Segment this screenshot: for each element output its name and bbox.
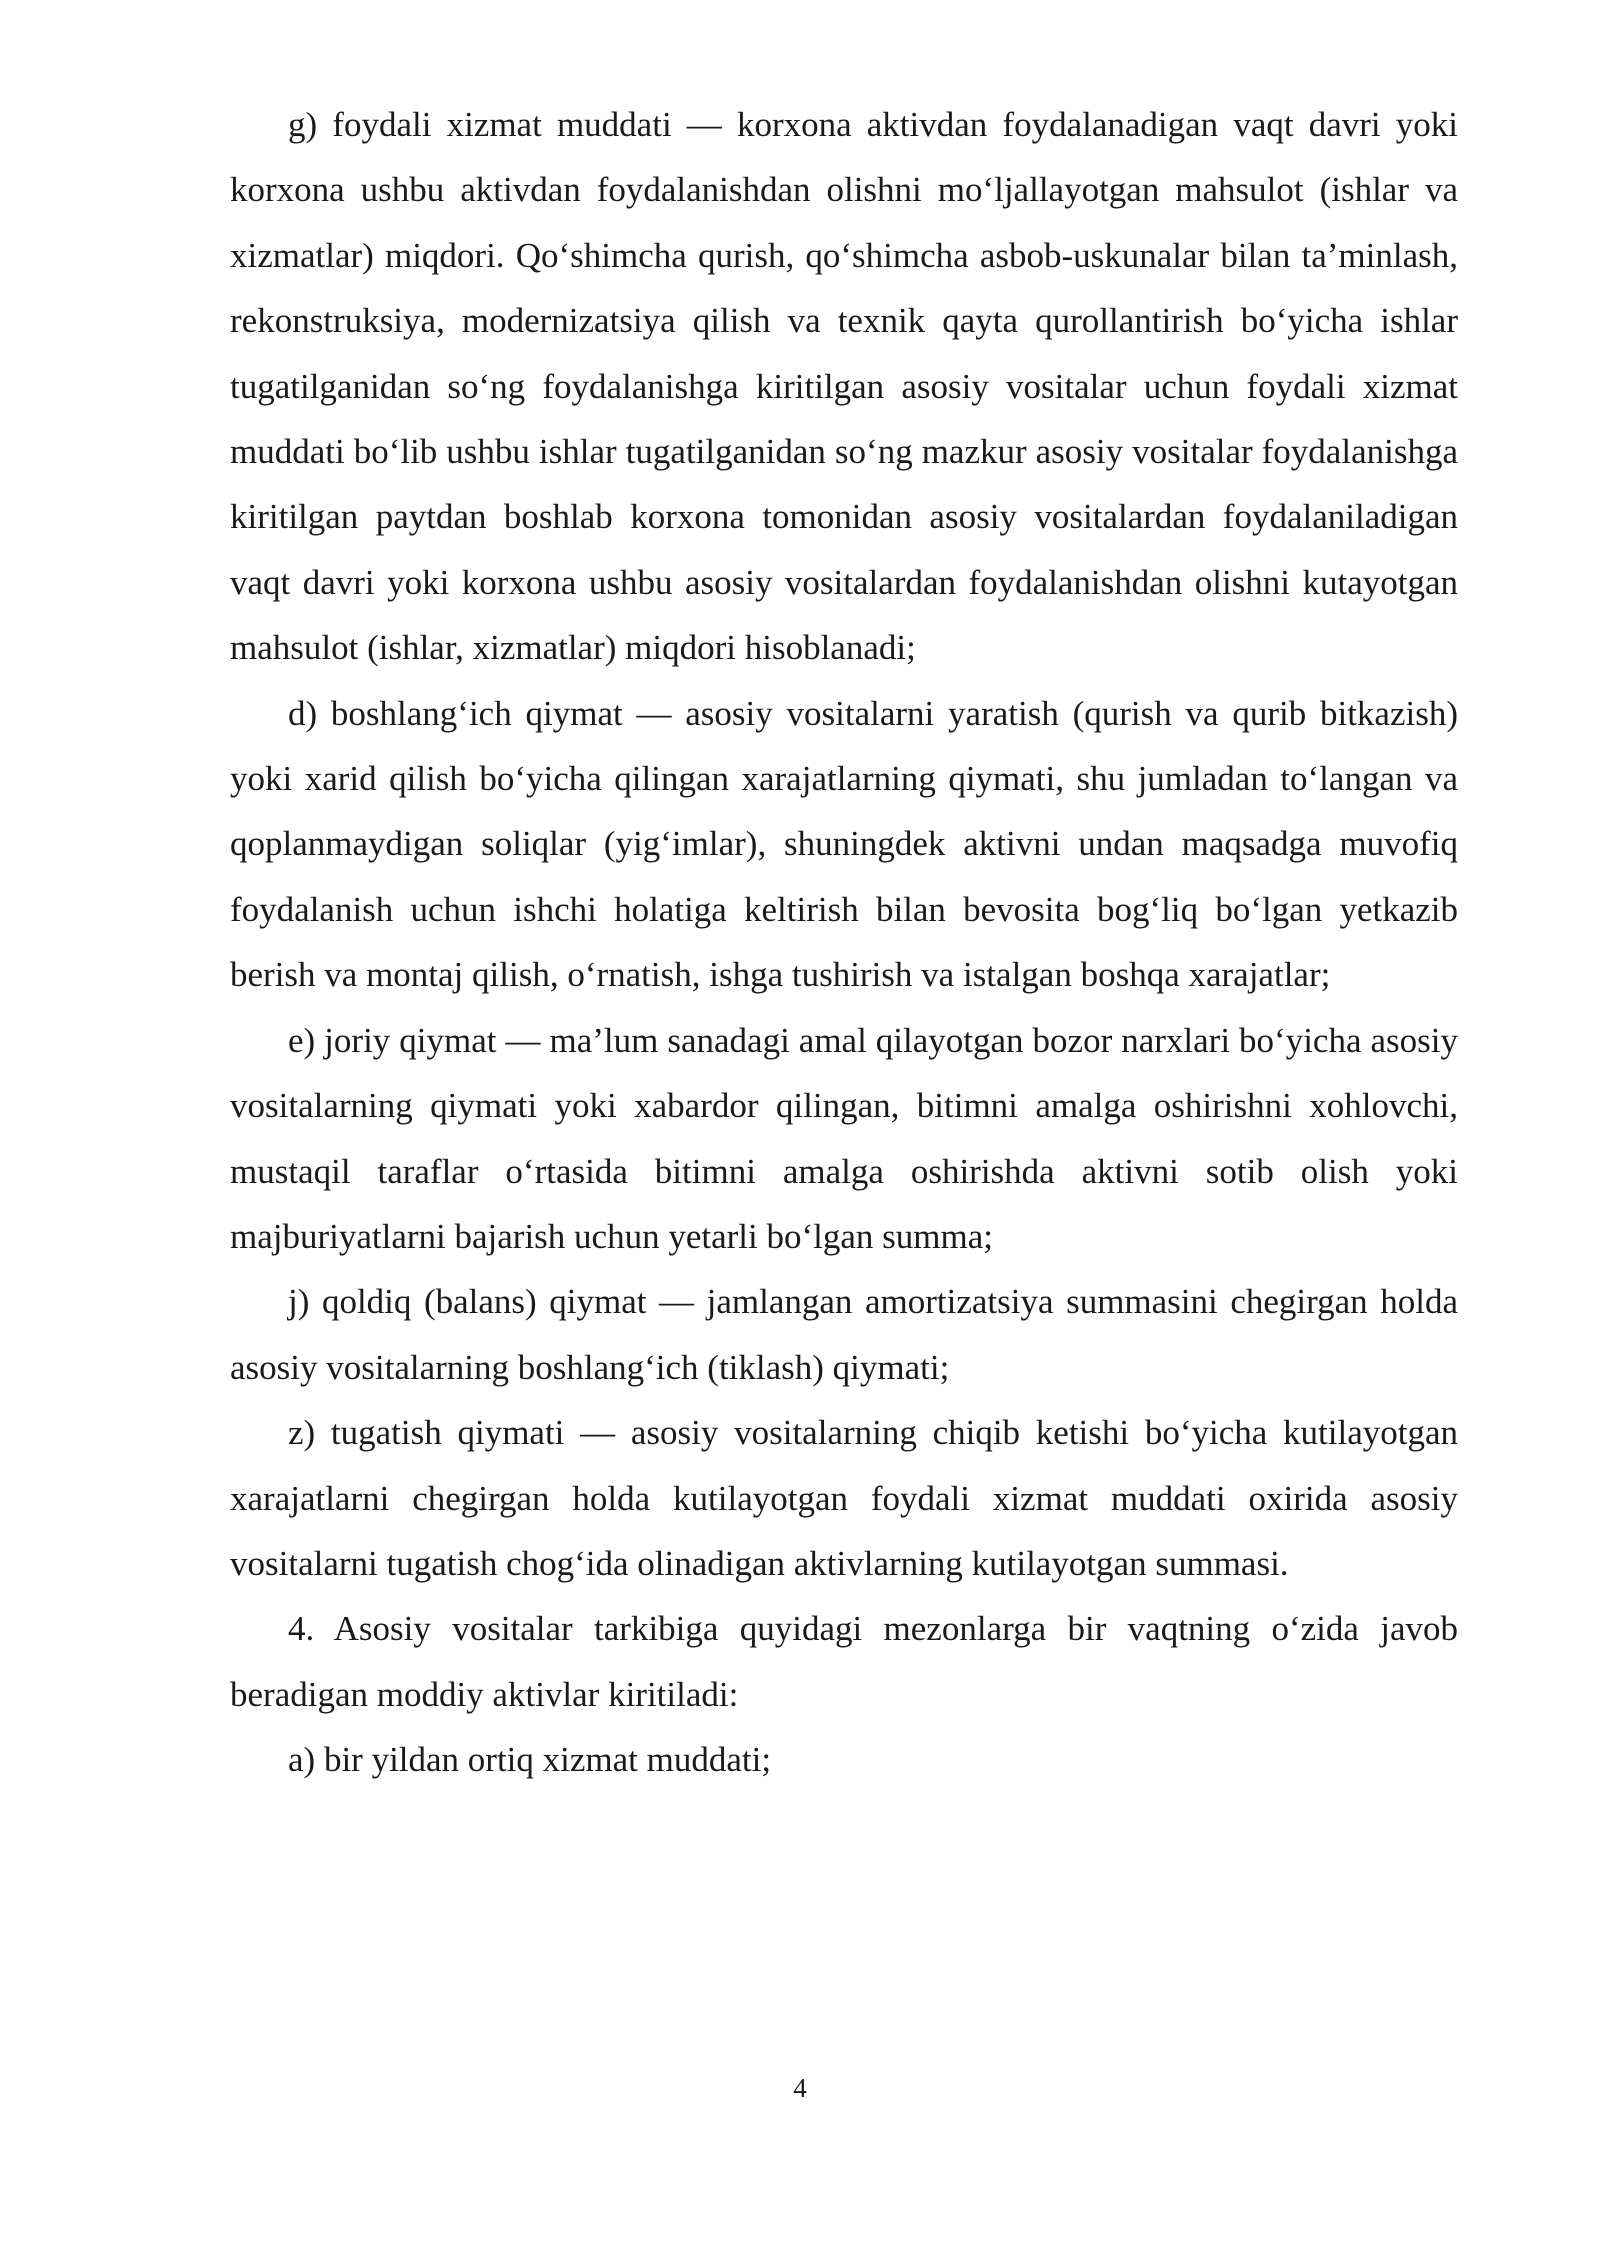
paragraph-current-value: e) joriy qiymat — ma’lum sanadagi amal qilayotgan bozor narxlari bo‘yicha asosiy vositalarning qiymati yoki xabardor qilingan, bitimni amalga oshirishni xohlovchi, mustaqil taraflar o‘rtasida bitimni amalga oshirishda aktivni sotib olish yoki majburiyatlarni bajarish uchun yetarli bo‘lgan summa; <box>230 1020 1458 1256</box>
page-number: 4 <box>793 2073 807 2103</box>
paragraph-criteria-a: a) bir yildan ortiq xizmat muddati; <box>288 1740 772 1780</box>
paragraph-useful-life: g) foydali xizmat muddati — korxona aktivdan foydalanadigan vaqt davri yoki korxona ushbu aktivdan foydalanishdan olishni mo‘ljallayotgan mahsulot (ishlar va xizmatlar) miqdori. Qo‘shimcha qurish, qo‘shimcha asbob-uskunalar bilan ta’minlash, rekonstruksiya, modernizatsiya qilish va texnik qayta qurollantirish bo‘yicha ishlar tugatilganidan so‘ng foydalanishga kiritilgan asosiy vositalar uchun foydali xizmat muddati bo‘lib ushbu ishlar tugatilganidan so‘ng mazkur asosiy vositalar foydalanishga kiritilgan paytdan boshlab korxona tomonidan asosiy vositalardan foydalaniladigan vaqt davri yoki korxona ushbu asosiy vositalardan foydalanishdan olishni kutayotgan mahsulot (ishlar, xizmatlar) miqdori hisoblanadi; <box>230 105 1458 668</box>
paragraph-initial-cost: d) boshlang‘ich qiymat — asosiy vositalarni yaratish (qurish va qurib bitkazish) yoki xarid qilish bo‘yicha qilingan xarajatlarning qiymati, shu jumladan to‘langan va qoplanmaydigan soliqlar (yig‘imlar), shuningdek aktivni undan maqsadga muvofiq foydalanish uchun ishchi holatiga keltirish bilan bevosita bog‘liq bo‘lgan yetkazib berish va montaj qilish, o‘rnatish, ishga tushirish va istalgan boshqa xarajatlar; <box>230 693 1458 995</box>
paragraph-criteria-intro: 4. Asosiy vositalar tarkibiga quyidagi mezonlarga bir vaqtning o‘zida javob beradigan moddiy aktivlar kiritiladi: <box>230 1609 1458 1714</box>
paragraph-liquidation-value: z) tugatish qiymati — asosiy vositalarning chiqib ketishi bo‘yicha kutilayotgan xarajatlarni chegirgan holda kutilayotgan foydali xizmat muddati oxirida asosiy vositalarni tugatish chog‘ida olinadigan aktivlarning kutilayotgan summasi. <box>230 1413 1458 1583</box>
paragraph-residual-value: j) qoldiq (balans) qiymat — jamlangan amortizatsiya summasini chegirgan holda asosiy vositalarning boshlang‘ich (tiklash) qiymati; <box>230 1282 1458 1387</box>
document-page <box>230 92 1458 1793</box>
